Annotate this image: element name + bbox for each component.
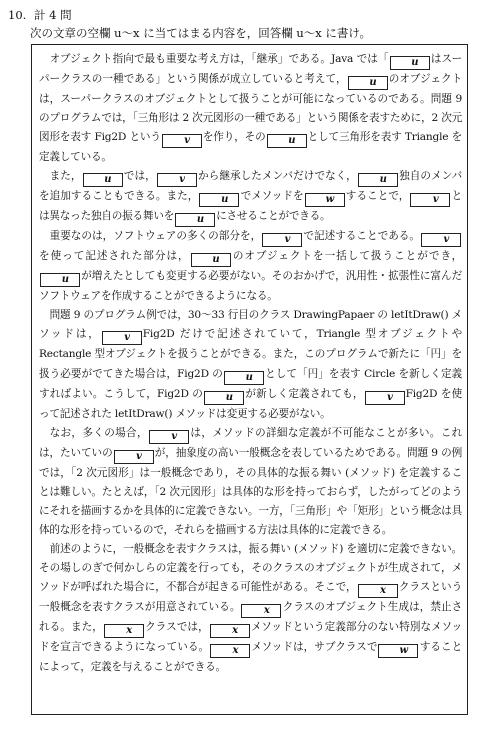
text-run: にさせることができる。 [216,210,331,223]
paragraph [39,227,462,306]
blank-box-v: v [149,430,189,444]
text-run: 重要なのは，ソフトウェアの多くの部分を， [49,230,262,243]
text-run: はスーパークラスの一種である」という関係が成立していると考えて， [39,53,462,85]
paragraph [39,306,462,423]
blank-box-u: u [40,273,80,287]
text-run: のオブジェクトは，スーパークラスのオブジェクトとして扱うことが可能になっているのである。問題 9 のプログラムでは，「三角形は 2 次元図形の一種である」という関係を表すために，2 次元図形を表す Fig2D という [39,73,462,144]
blank-box-v: v [102,331,142,345]
text-run: のオブジェクトを一括して扱うことができ， [231,250,462,263]
text-run: Fig2D を使って記述された letItDraw() メソッドは変更する必要がない。 [39,387,462,420]
blank-box-w: w [378,644,418,658]
text-run: で記述することである。 [303,230,420,243]
question-instruction: 次の文章の空欄 u〜x に当てはまる内容を，回答欄 u〜x に書け。 [30,26,371,40]
blank-box-v: v [421,233,461,247]
text-run: なお，多くの場合， [49,426,148,439]
question-header [8,6,478,40]
question-number: 10. [8,8,27,22]
text-run: クラスのオブジェクト生成は，禁止される。また， [39,601,463,634]
text-run: Fig2D だけで記述されていて，Triangle 型オブジェクトや Rectangle 型オブジェクトを扱うことができる。また，このプログラムで新たに「円」を扱う必要がでてきた場合は，Fig2D の [39,328,462,380]
blank-box-u: u [191,253,231,267]
text-run: することによって，定義を与えることができる。 [39,641,462,674]
paragraph [39,50,462,167]
blank-box-u: u [224,371,264,385]
text-run: メソッドは，サブクラスで [251,641,378,654]
paragraph [39,424,462,540]
blank-box-v: v [114,450,154,464]
blank-box-u: u [204,391,244,405]
question-title: 計 4 問 [33,8,72,22]
text-run: として「円」を表す Circle を新しく定義すればよい。こうして，Fig2D の [39,367,462,400]
blank-box-u: u [267,134,307,148]
paragraph [39,540,462,677]
text-run: メソッドという定義部分のない特別なメソッドを宣言できるようになっている。 [39,621,462,654]
blank-box-u: u [199,193,239,207]
blank-box-v: v [162,134,202,148]
blank-box-w: w [305,193,345,207]
blank-box-u: u [83,173,123,187]
blank-box-u: u [390,56,430,70]
blank-box-x: x [241,604,281,618]
text-run: が増えたとしても変更する必要がない。そのおかげで，汎用性・拡張性に富んだソフトウェアを作成することができるようになる。 [39,270,462,303]
text-run: とは異なった独自の振る舞いを [39,190,463,223]
blank-box-v: v [365,391,405,405]
text-run: 前述のように，一般概念を表すクラスは，振る舞い (メソッド) を適切に定義できない。その場しのぎで何かしらの定義を行っても，そのクラスのオブジェクトが生成されて，メソッドが呼ばれた場合に，不都合が起きる可能性がある。そこで， [39,543,462,594]
text-run: は，メソッドの詳細な定義が不可能なことが多い。これは，たいていの [39,426,463,459]
passage-text [39,50,462,677]
paragraph [39,167,462,227]
blank-box-u: u [175,213,215,227]
text-run: を作り，その [202,131,266,144]
blank-box-v: v [410,193,450,207]
text-run: でメソッドを [240,190,304,203]
text-run: では， [123,170,156,183]
blank-box-u: u [348,76,388,90]
blank-box-x: x [104,624,144,638]
blank-box-x: x [210,644,250,658]
text-run: することで， [345,190,410,203]
text-run: から継承したメンバだけでなく， [197,170,357,183]
blank-box-x: x [210,624,250,638]
text-run: 問題 9 のプログラム例では，30〜33 行目のクラス DrawingPapaer の letItDraw() メソッドは， [39,309,462,341]
text-run: が新しく定義されても， [245,387,364,400]
text-run: として三角形を表す Triangle を定義している。 [39,131,462,164]
blank-box-x: x [358,584,398,598]
text-run: を使って記述された部分は， [39,250,190,263]
text-run: また， [49,170,82,183]
text-run: が，抽象度の高い一般概念を表しているためである。問題 9 の例では，「2 次元図形」は一般概念であり，その具体的な振る舞い (メソッド) を定義することは難しい。たとえば，「2 次元図形」は具体的な形を持っておらず，したがってどのようにそれを描画するかを具体的に定義できない。一方，「三角形」や「矩形」という概念は具体的な形を持っているので，それらを描画する方法は具体的に定義できる。 [39,446,462,536]
text-run: クラスという一般概念を表すクラスが用意されている。 [39,581,462,614]
text-run: 独自のメンバを追加することもできる。また， [39,170,463,203]
blank-box-v: v [262,233,302,247]
blank-box-u: u [358,173,398,187]
text-run: オブジェクト指向で最も重要な考え方は，「継承」である。Java では「 [49,53,389,65]
text-run: クラスでは， [144,621,209,634]
blank-box-v: v [157,173,197,187]
